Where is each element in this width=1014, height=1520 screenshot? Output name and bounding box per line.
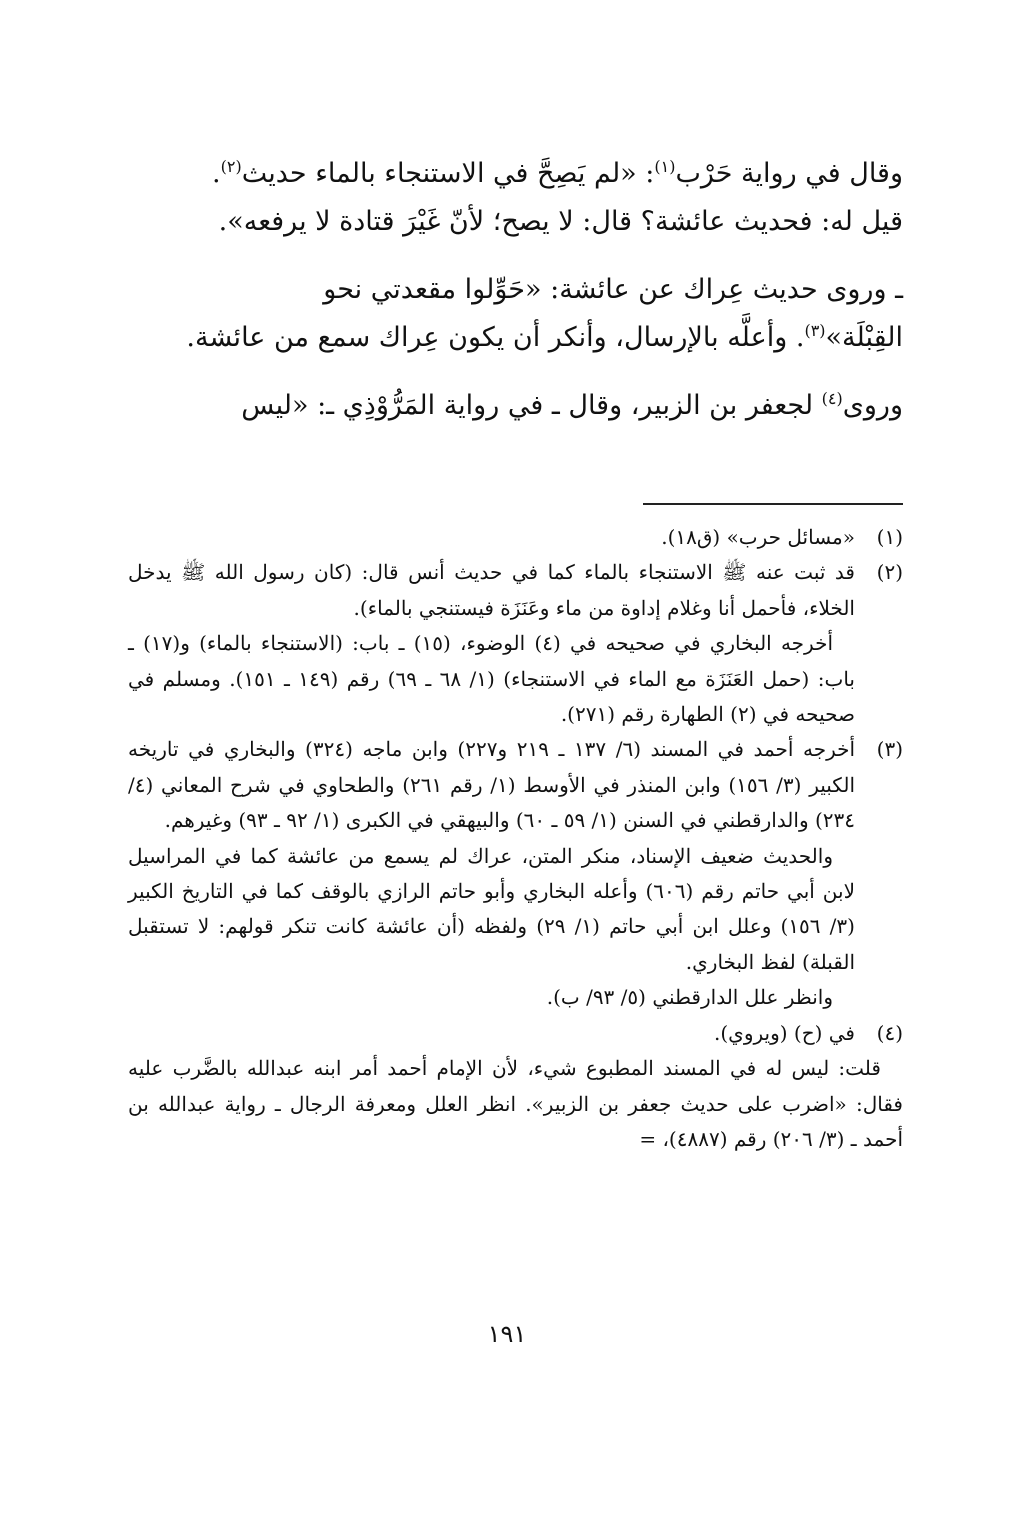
footnote-continuation: قلت: ليس له في المسند المطبوع شيء، لأن الإمام أحمد أمر ابنه عبدالله بالضَّرب عليه فقال: «اضرب على حديث جعفر بن الزبير». انظر العلل ومعرفة الرجال ـ رواية عبدالله بن أحمد ـ (٣/ ٢٠٦) رقم (٤٨٨٧)، = [128, 1056, 903, 1151]
footnote-separator [643, 503, 903, 505]
paragraph-line: وقال في رواية حَرْب$^{(١)}$: «لم يَصِحَّ في الاستنجاء بالماء حديث$^{(٢)}$. [212, 157, 903, 189]
footnote-body: أخرجه أحمد في المسند (٦/ ١٣٧ ـ ٢١٩ و٢٢٧) وابن ماجه (٣٢٤) والبخاري في تاريخه الكبير (٣/ ١٥٦) وابن المنذر في الأوسط (١/ رقم ٢٦١) والطحاوي في شرح المعاني (٤/ ٢٣٤) والدارقطني في السنن (١/ ٥٩ ـ ٦٠) والبيهقي في الكبرى (١/ ٩٢ ـ ٩٣) وغيرهم. والحديث ضعيف الإسناد، منكر المتن، عراك لم يسمع من عائشة كما في المراسيل لابن أبي حاتم رقم (٦٠٦) وأعله البخاري وأبو حاتم الرازي بالوقف كما في التاريخ الكبير (٣/ ١٥٦) وعلل ابن أبي حاتم (١/ ٢٩) ولفظه (أن عائشة كانت تنكر قولهم: لا تستقبل القبلة) لفظ البخاري. وانظر علل الدارقطني (٥/ ٩٣/ ب). [128, 737, 856, 1010]
paragraph-line: قيل له: فحديث عائشة؟ قال: لا يصح؛ لأنّ غَيْرَ قتادة لا يرفعه». [218, 206, 903, 237]
footnote-number: (٣) [876, 737, 903, 762]
paragraph-line: ـ وروى حديث عِراك عن عائشة: «حَوِّلوا مقعدتي نحو [323, 274, 903, 305]
footnote-number: (١) [876, 525, 903, 549]
footnote-1 [128, 520, 903, 555]
footnote-4 [128, 1016, 903, 1051]
main-text [128, 150, 903, 450]
footnote-body: في (ح) (ويروي). [714, 1020, 855, 1045]
footnote-body: «مسائل حرب» (ق١٨). [661, 525, 855, 549]
paragraph-line: القِبْلَة»$^{(٣)}$. وأعلَّه بالإرسال، وأنكر أن يكون عِراك سمع من عائشة. [186, 321, 903, 353]
footnote-3 [128, 732, 903, 1015]
page-number: ١٩١ [487, 1320, 527, 1348]
footnote-number: (٤) [876, 1020, 903, 1045]
paragraph-harb [128, 150, 903, 246]
footnote-2 [128, 555, 903, 732]
footnote-ref-3: (٣) [804, 321, 826, 340]
footnotes [128, 520, 903, 1157]
footnote-ref-4: (٤) [821, 389, 843, 408]
footnote-body: قد ثبت عنه ﷺ الاستنجاء بالماء كما في حديث أنس قال: (كان رسول الله ﷺ يدخل الخلاء، فأحمل أنا وغلام إداوة من ماء وعَنَزَة فيستنجي بالماء). أخرجه البخاري في صحيحه في (٤) الوضوء، (١٥) ـ باب: (الاستنجاء بالماء) و(١٧) ـ باب: (حمل العَنَزَة مع الماء في الاستنجاء) (١/ ٦٨ ـ ٦٩) رقم (١٤٩ ـ ١٥١). ومسلم في صحيحه في (٢) الطهارة رقم (٢٧١). [128, 560, 855, 727]
footnote-ref-1: (١) [654, 157, 676, 176]
footnote-number: (٢) [876, 560, 903, 585]
paragraph-jafar [128, 382, 903, 430]
footnote-ref-2: (٢) [220, 157, 242, 176]
paragraph-line: وروى$^{(٤)}$ لجعفر بن الزبير، وقال ـ في رواية المَرُّوْذِي ـ: «ليس [241, 389, 903, 421]
paragraph-irak [128, 266, 903, 362]
